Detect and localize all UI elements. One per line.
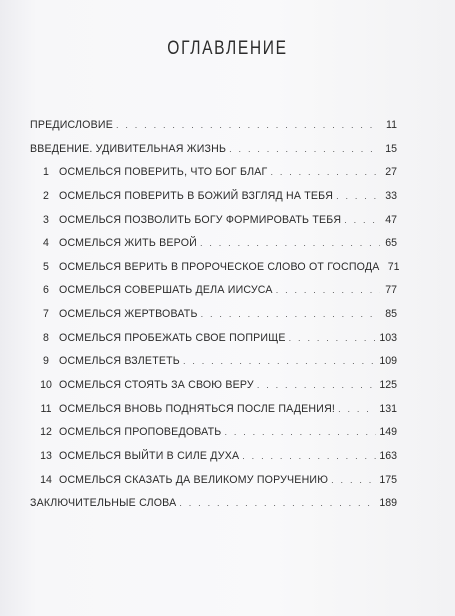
toc-entry [30, 308, 397, 323]
dot-leader [179, 498, 376, 508]
toc-entry-number: 13 [40, 449, 52, 462]
toc-entry-title: ОСМЕЛЬСЯ ВНОВЬ ПОДНЯТЬСЯ ПОСЛЕ ПАДЕНИЯ! [59, 402, 336, 415]
toc-entry [30, 260, 400, 276]
toc-entry-page: 77 [385, 284, 397, 297]
toc-entry [30, 497, 397, 512]
toc-entry [30, 190, 397, 205]
toc-entry-number: 8 [43, 331, 49, 344]
toc-entry [30, 379, 397, 394]
toc-entry-page: 175 [379, 473, 397, 486]
toc-entry-page: 109 [379, 355, 397, 368]
toc-entry-title: ВВЕДЕНИЕ. УДИВИТЕЛЬНАЯ ЖИЗНЬ [30, 142, 227, 155]
toc-entry-number: 10 [40, 379, 52, 392]
toc-entry [30, 143, 397, 158]
dot-leader [224, 427, 376, 437]
toc-entry-title: ОСМЕЛЬСЯ ВЫЙТИ В СИЛЕ ДУХА [59, 449, 240, 462]
toc-entry-number: 6 [43, 284, 49, 297]
toc-entry [30, 284, 397, 299]
dot-leader [338, 404, 376, 414]
toc-entry-title: ОСМЕЛЬСЯ СОВЕРШАТЬ ДЕЛА ИИСУСА [59, 284, 273, 297]
toc-entry-title: ОСМЕЛЬСЯ СТОЯТЬ ЗА СВОЮ ВЕРУ [59, 379, 254, 392]
toc-entry-title: ОСМЕЛЬСЯ ПОВЕРИТЬ, ЧТО БОГ БЛАГ [59, 166, 268, 179]
dot-leader [276, 285, 380, 295]
toc-entry-page: 189 [379, 497, 397, 510]
toc-entry [30, 237, 397, 252]
dot-leader [183, 356, 376, 366]
dot-leader [201, 309, 380, 319]
toc-entry [30, 403, 397, 418]
toc-entry [30, 119, 397, 134]
toc-entry-page: 103 [379, 331, 397, 344]
toc-entry-page: 15 [385, 142, 397, 155]
toc-entry-title: ОСМЕЛЬСЯ СКАЗАТЬ ДА ВЕЛИКОМУ ПОРУЧЕНИЮ [59, 473, 329, 486]
toc-entry-number: 4 [43, 237, 49, 250]
dot-leader [242, 451, 376, 461]
dot-leader [336, 191, 380, 201]
toc-entry-number: 14 [40, 473, 52, 486]
toc-entry-title: ОСМЕЛЬСЯ ПОВЕРИТЬ В БОЖИЙ ВЗГЛЯД НА ТЕБЯ [59, 189, 334, 202]
toc-entry-number: 1 [43, 166, 49, 179]
toc-entry-number: 12 [40, 426, 52, 439]
toc-entry-page: 149 [379, 426, 397, 439]
toc-entry [30, 166, 397, 181]
toc-entry-page: 47 [385, 213, 397, 226]
dot-leader [116, 120, 380, 130]
toc-entry [30, 474, 397, 489]
toc-entry-page: 85 [385, 308, 397, 321]
dot-leader [270, 167, 380, 177]
toc-entry-page: 65 [385, 237, 397, 250]
toc-entry-page: 11 [386, 119, 397, 131]
dot-leader [257, 380, 376, 390]
toc-entry-title: ОСМЕЛЬСЯ ЖИТЬ ВЕРОЙ [59, 237, 197, 250]
toc-entry-page: 163 [379, 449, 397, 462]
toc-entry-number: 11 [40, 402, 52, 415]
toc-entry-title: ОСМЕЛЬСЯ ВЗЛЕТЕТЬ [59, 355, 180, 368]
dot-leader [289, 333, 377, 343]
toc-entry-title: ОСМЕЛЬСЯ ПРОБЕЖАТЬ СВОЕ ПОПРИЩЕ [59, 331, 286, 344]
toc-entry-number: 3 [43, 213, 49, 226]
toc-entry [30, 426, 397, 441]
dot-leader [344, 215, 380, 225]
toc-entry-page: 131 [379, 402, 397, 415]
toc-entry-title: ОСМЕЛЬСЯ ПОЗВОЛИТЬ БОГУ ФОРМИРОВАТЬ ТЕБЯ [59, 213, 342, 226]
dot-leader [229, 144, 380, 154]
toc-entry [30, 332, 397, 347]
toc-entry-number: 5 [43, 260, 49, 273]
toc-entry-number: 9 [43, 355, 49, 368]
toc-entry [30, 214, 397, 229]
toc-entry-number: 7 [43, 308, 49, 321]
toc-entry-page: 71 [387, 260, 400, 273]
toc-entry-page: 27 [385, 166, 397, 179]
toc-entry-title: ПРЕДИСЛОВИЕ [30, 119, 113, 131]
toc-entry-title: ОСМЕЛЬСЯ ПРОПОВЕДОВАТЬ [59, 426, 222, 439]
toc-entry-title: ОСМЕЛЬСЯ ЖЕРТВОВАТЬ [59, 308, 198, 321]
toc-entry-title: ОСМЕЛЬСЯ ВЕРИТЬ В ПРОРОЧЕСКОЕ СЛОВО ОТ ГОСПОДА [59, 260, 380, 273]
toc-entry-page: 33 [385, 189, 397, 202]
toc-entry-number: 2 [43, 189, 49, 202]
toc-entry [30, 450, 397, 465]
toc-entry-title: ЗАКЛЮЧИТЕЛЬНЫЕ СЛОВА [30, 497, 177, 510]
toc-entry [30, 355, 397, 370]
page-title: ОГЛАВЛЕНИЕ [167, 38, 288, 59]
dot-leader [331, 475, 376, 485]
toc-entry-page: 125 [379, 379, 397, 392]
table-of-contents [30, 119, 400, 521]
dot-leader [200, 238, 380, 248]
